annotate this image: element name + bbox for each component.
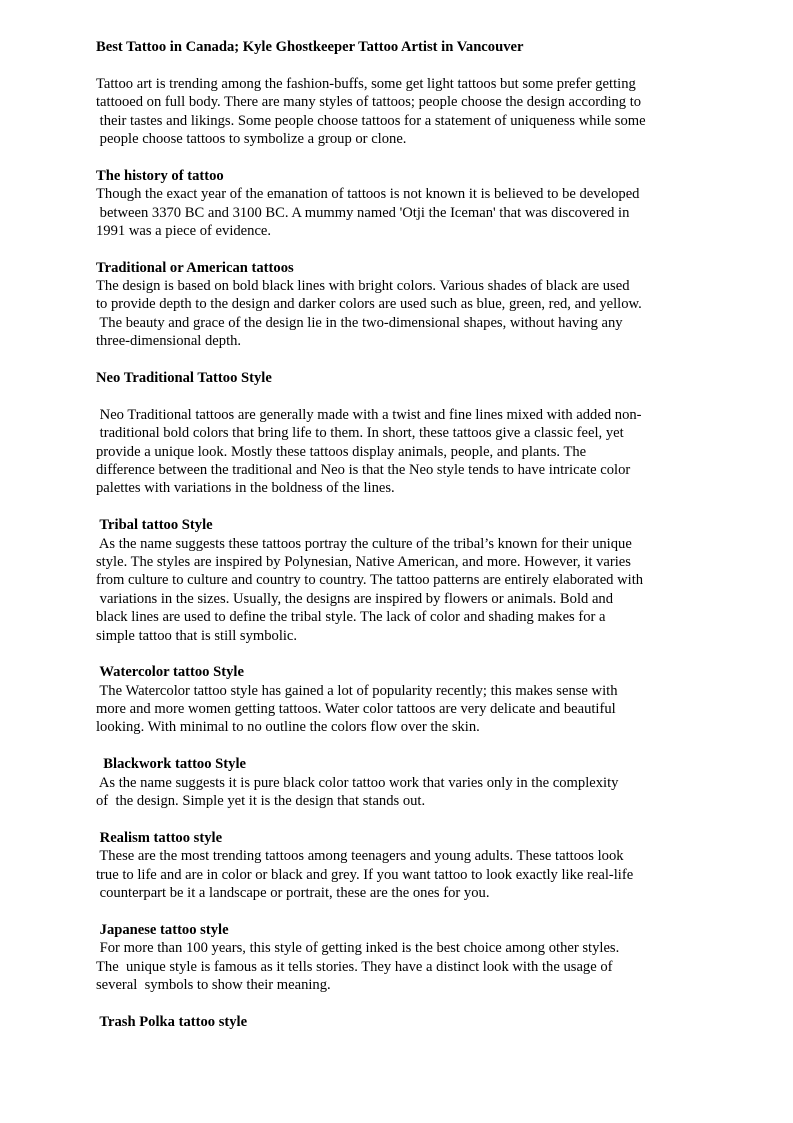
paragraph-line: counterpart be it a landscape or portrait, these are the ones for you. — [96, 884, 490, 901]
paragraph-line: 1991 was a piece of evidence. — [96, 222, 272, 239]
paragraph-line: variations in the sizes. Usually, the designs are inspired by flowers or animals. Bold and — [96, 590, 614, 607]
paragraph-line: These are the most trending tattoos among teenagers and young adults. These tattoos look — [96, 848, 624, 865]
spacer — [96, 645, 706, 663]
paragraph-line — [96, 387, 706, 405]
section-tribal — [96, 516, 706, 645]
section-traditional — [96, 259, 706, 351]
paragraph-line: As the name suggests it is pure black color tattoo work that varies only in the complexity — [96, 774, 619, 791]
paragraph-line: palettes with variations in the boldness of the lines. — [96, 480, 395, 497]
paragraph-line: Though the exact year of the emanation of tattoos is not known it is believed to be developed — [96, 186, 640, 203]
spacer — [96, 810, 706, 828]
spacer — [96, 148, 706, 166]
paragraph-line: tattooed on full body. There are many styles of tattoos; people choose the design according to — [96, 94, 642, 111]
paragraph-line: As the name suggests these tattoos portray the culture of the tribal’s known for their unique — [96, 535, 632, 552]
paragraph-line: traditional bold colors that bring life to them. In short, these tattoos give a classic feel, yet — [96, 425, 624, 442]
section-blackwork — [96, 755, 706, 810]
section-heading: Realism tattoo style — [96, 829, 223, 846]
paragraph-line: people choose tattoos to symbolize a group or clone. — [96, 130, 407, 147]
paragraph-line: simple tattoo that is still symbolic. — [96, 627, 298, 644]
spacer — [96, 240, 706, 258]
paragraph-line: black lines are used to define the tribal style. The lack of color and shading makes for a — [96, 609, 606, 626]
section-heading: Tribal tattoo Style — [96, 517, 213, 534]
paragraph-line: their tastes and likings. Some people choose tattoos for a statement of uniqueness while some — [96, 112, 646, 129]
intro-paragraph — [96, 75, 706, 149]
section-heading: Japanese tattoo style — [96, 921, 229, 938]
paragraph-line: between 3370 BC and 3100 BC. A mummy named 'Otji the Iceman' that was discovered in — [96, 204, 630, 221]
spacer — [96, 902, 706, 920]
section-neo-traditional — [96, 369, 706, 498]
paragraph-line: style. The styles are inspired by Polynesian, Native American, and more. However, it varies — [96, 553, 631, 570]
paragraph-line: The beauty and grace of the design lie in the two-dimensional shapes, without having any — [96, 314, 623, 331]
paragraph-line: of the design. Simple yet it is the design that stands out. — [96, 793, 426, 810]
paragraph-line: The Watercolor tattoo style has gained a lot of popularity recently; this makes sense with — [96, 682, 618, 699]
paragraph-line: to provide depth to the design and darker colors are used such as blue, green, red, and yellow. — [96, 296, 642, 313]
section-realism — [96, 829, 706, 903]
paragraph-line: more and more women getting tattoos. Water color tattoos are very delicate and beautiful — [96, 701, 616, 718]
paragraph-line: For more than 100 years, this style of getting inked is the best choice among other styles. — [96, 940, 620, 957]
paragraph-line: looking. With minimal to no outline the colors flow over the skin. — [96, 719, 480, 736]
paragraph-line: from culture to culture and country to country. The tattoo patterns are entirely elaborated with — [96, 572, 644, 589]
paragraph-line: The unique style is famous as it tells stories. They have a distinct look with the usage of — [96, 958, 613, 975]
section-japanese — [96, 921, 706, 995]
section-heading: Watercolor tattoo Style — [96, 664, 244, 681]
section-heading: Trash Polka tattoo style — [96, 1013, 248, 1030]
section-trash-polka — [96, 1013, 706, 1031]
paragraph-line: three-dimensional depth. — [96, 333, 242, 350]
spacer — [96, 737, 706, 755]
document-title: Best Tattoo in Canada; Kyle Ghostkeeper Tattoo Artist in Vancouver — [96, 39, 524, 55]
document-page — [96, 38, 706, 1031]
spacer — [96, 351, 706, 369]
section-heading: Blackwork tattoo Style — [96, 756, 246, 773]
paragraph-line: difference between the traditional and Neo is that the Neo style tends to have intricate color — [96, 461, 631, 478]
paragraph-line: provide a unique look. Mostly these tattoos display animals, people, and plants. The — [96, 443, 587, 460]
paragraph-line: The design is based on bold black lines with bright colors. Various shades of black are used — [96, 278, 630, 295]
paragraph-line: Tattoo art is trending among the fashion-buffs, some get light tattoos but some prefer getting — [96, 75, 636, 92]
section-heading: Neo Traditional Tattoo Style — [96, 370, 272, 387]
paragraph-line: several symbols to show their meaning. — [96, 976, 331, 993]
section-heading: Traditional or American tattoos — [96, 259, 294, 276]
spacer — [96, 56, 706, 74]
spacer — [96, 994, 706, 1012]
paragraph-line: Neo Traditional tattoos are generally made with a twist and fine lines mixed with added non- — [96, 406, 642, 423]
section-history — [96, 167, 706, 241]
section-heading: The history of tattoo — [96, 167, 224, 184]
section-watercolor — [96, 663, 706, 737]
paragraph-line: true to life and are in color or black and grey. If you want tattoo to look exactly like real-life — [96, 866, 634, 883]
spacer — [96, 498, 706, 516]
